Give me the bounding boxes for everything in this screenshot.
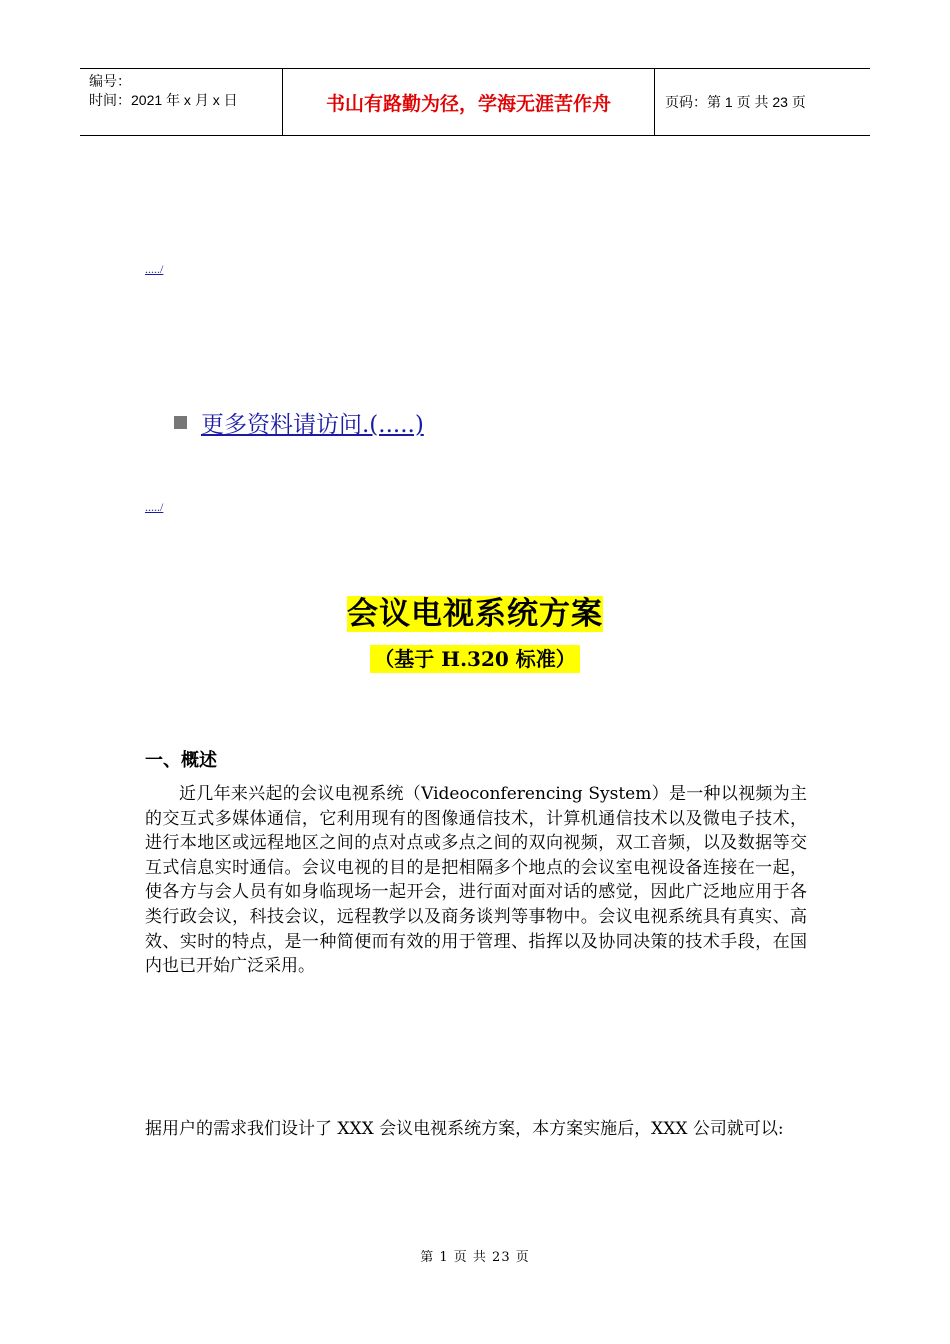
document-title-wrap <box>0 588 950 633</box>
header-meta <box>80 69 282 135</box>
overview-paragraph: 近几年来兴起的会议电视系统（Videoconferencing System）是一种以视频为主的交互式多媒体通信，它利用现有的图像通信技术，计算机通信技术以及微电子技术，进行本地区或远程地区之间的点对点或多点之间的双向视频，双工音频，以及数据等交互式信息实时通信。会议电视的目的是把相隔多个地点的会议室电视设备连接在一起，使各方与会人员有如身临现场一起开会，进行面对面对话的感觉，因此广泛地应用于各类行政会议，科技会议，远程教学以及商务谈判等事物中。会议电视系统具有真实、高效、实时的特点，是一种简便而有效的用于管理、指挥以及协同决策的技术手段，在国内也已开始广泛采用。 <box>145 784 807 977</box>
header-page-info: 页码：第 1 页 共 23 页 <box>665 94 806 110</box>
more-info-line <box>174 406 424 439</box>
time-label: 时间：2021 年 x 月 x 日 <box>89 92 238 108</box>
page-footer: 第 1 页 共 23 页 <box>420 1250 530 1265</box>
header-motto: 书山有路勤为径，学海无涯苦作舟 <box>282 69 655 135</box>
top-link[interactable]: ...../ <box>145 262 164 276</box>
section-heading: 一、概述 <box>145 750 217 771</box>
document-subtitle-wrap <box>0 643 950 672</box>
document-title: 会议电视系统方案 <box>347 596 603 632</box>
second-link[interactable]: ...../ <box>145 500 164 514</box>
document-header <box>80 68 870 136</box>
number-label: 编号： <box>89 73 131 89</box>
square-bullet-icon <box>174 416 187 429</box>
document-subtitle: （基于 H.320 标准） <box>370 645 580 673</box>
requirement-paragraph: 据用户的需求我们设计了 XXX 会议电视系统方案，本方案实施后，XXX 公司就可以: <box>145 1119 784 1139</box>
more-info-link[interactable]: 更多资料请访问.(.....) <box>201 412 424 438</box>
